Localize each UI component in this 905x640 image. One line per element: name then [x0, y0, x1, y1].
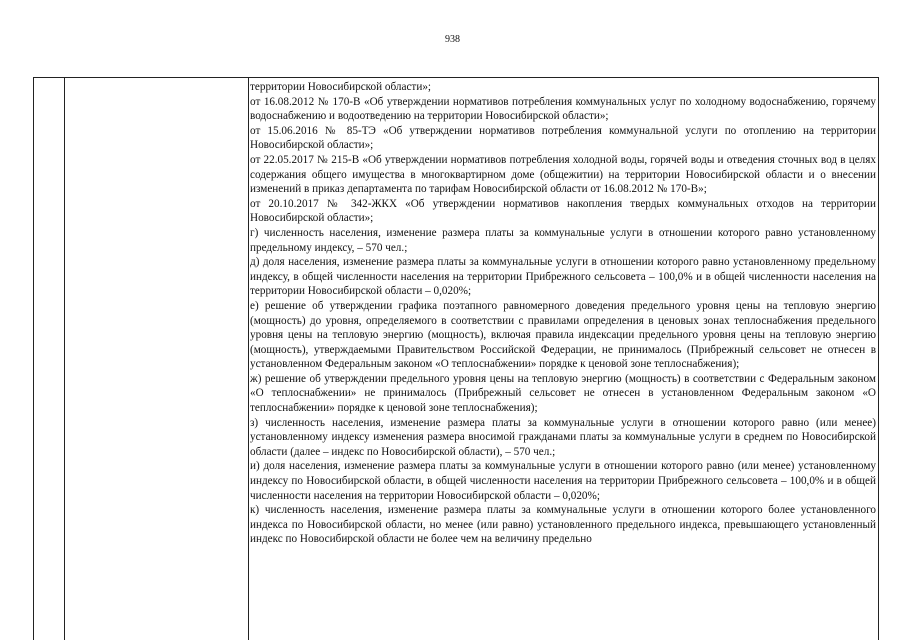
page-number: 938 [445, 34, 460, 45]
paragraph-10: з) численность населения, изменение размера платы за коммунальные услуги в отношении которого равно (или менее) установленному индексу изменения размера вносимой гражданами платы за коммунальные услуги в среднем по Новосибирской области (далее – индекс по Новосибирской области), – 570 чел.; [250, 416, 876, 458]
paragraph-6: г) численность населения, изменение размера платы за коммунальные услуги в отношении которого равно установленному предельному индексу, – 570 чел.; [250, 226, 876, 254]
paragraph-7: д) доля населения, изменение размера платы за коммунальные услуги в отношении которого равно установленному предельному индексу, в общей численности населения на территории Прибрежного сельсовета – 100,0% и в общей численности населения на территории Новосибирской области – 0,020%; [250, 256, 876, 298]
paragraph-5: от 20.10.2017 № 342-ЖКХ «Об утверждении нормативов накопления твердых коммунальных отходов на территории Новосибирской области»; [250, 197, 876, 225]
table-column-divider-1 [64, 78, 65, 640]
paragraph-4: от 22.05.2017 № 215-В «Об утверждении нормативов потребления холодной воды, горячей воды и отведения сточных вод в целях содержания общего имущества в многоквартирном доме (общежитии) на территории Новосибирской области и о внесении изменений в приказ департамента по тарифам Новосибирской области от 16.08.2012 № 170-В»; [250, 153, 876, 196]
paragraph-11: и) доля населения, изменение размера платы за коммунальные услуги в отношении которого равно (или менее) установленному индексу по Новосибирской области, в общей численности населения на территории Прибрежного сельсовета – 100,0% и в общей численности населения на территории Новосибирской области – 0,020%; [250, 460, 876, 502]
paragraph-9: ж) решение об утверждении предельного уровня цены на тепловую энергию (мощность) в соответствии с Федеральным законом «О теплоснабжении» не принималось (Прибрежный сельсовет не отнесен в установленном Федеральным законом «О теплоснабжении» порядке к ценовой зоне теплоснабжения); [250, 372, 876, 415]
paragraph-1: территории Новосибирской области»; [250, 81, 432, 93]
table-text-cell [250, 80, 876, 547]
table-column-divider-2 [248, 78, 249, 640]
document-table [33, 77, 879, 640]
paragraph-8: е) решение об утверждении графика поэтапного равномерного доведения предельного уровня цены на тепловую энергию (мощность) до уровня, определяемого в соответствии с правилами определения в ценовых зонах теплоснабжения предельного уровня цены на тепловую энергию (мощность), включая правила индексации предельного уровня цены на тепловую энергию (мощность), утверждаемыми Правительством Российской Федерации, не принималось (Прибрежный сельсовет не отнесен в установленном Федеральным законом «О теплоснабжении» порядке к ценовой зоне теплоснабжения); [250, 299, 876, 371]
paragraph-2: от 16.08.2012 № 170-В «Об утверждении нормативов потребления коммунальных услуг по холодному водоснабжению, горячему водоснабжению и водоотведению на территории Новосибирской области»; [250, 95, 876, 123]
paragraph-3: от 15.06.2016 № 85-ТЭ «Об утверждении нормативов потребления коммунальной услуги по отоплению на территории Новосибирской области»; [250, 124, 876, 152]
paragraph-12: к) численность населения, изменение размера платы за коммунальные услуги в отношении которого более установленного индекса по Новосибирской области, но менее (или равно) установленного предельного индекса, превышающего установленный индекс по Новосибирской области не более чем на величину предельно [250, 504, 876, 546]
